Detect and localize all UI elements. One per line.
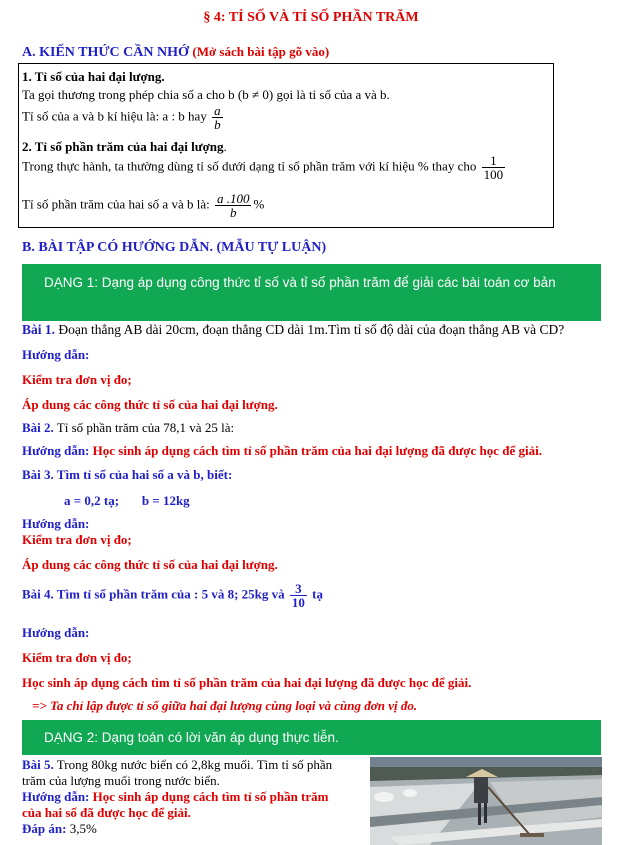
bai2-guide-row [22, 443, 542, 459]
dang1-label: DẠNG 1: Dạng áp dụng công thức tỉ số và tỉ số phần trăm để giải các bài toán cơ bản [44, 275, 556, 290]
bai5-guide-line2: của hai số đã được học để giải. [22, 805, 191, 820]
bai4-text: Bài 4. Tìm tỉ số phần trăm của : 5 và 8; 25kg và [22, 586, 285, 602]
bai4-row [22, 582, 323, 609]
frac-num: a .100 [216, 191, 250, 206]
section-b-heading: B. BÀI TẬP CÓ HƯỚNG DẪN. (MẪU TỰ LUẬN) [22, 240, 327, 255]
bai4-guide: Học sinh áp dụng cách tìm tỉ số phần trăm của hai đại lượng đã được học để giải. [22, 675, 472, 690]
frac-num: 1 [490, 153, 497, 168]
dap-an-label: Đáp án: [22, 821, 67, 836]
bai3-title: Bài 3. Tìm tỉ số của hai số a và b, biết: [22, 467, 233, 482]
fraction-a100-over-b [215, 192, 252, 219]
bai2-guide-text: Học sinh áp dụng cách tìm tỉ số phần trăm của hai đại lượng đã được học để giải. [92, 443, 542, 458]
bai5-guide-line1: Học sinh áp dụng cách tìm tỉ số phần trăm [92, 789, 329, 804]
item1-title: 1. Tỉ số của hai đại lượng. [22, 69, 165, 84]
item2-formula-row [22, 192, 264, 219]
bai2-row [22, 420, 234, 436]
item2-formula: Tỉ số phần trăm của hai số a và b là: [22, 196, 210, 212]
item1-text: Ta gọi thương trong phép chia số a cho b (b ≠ 0) gọi là tỉ số của a và b. [22, 87, 390, 102]
page-title: § 4: TỈ SỐ VÀ TỈ SỐ PHẦN TRĂM [203, 10, 419, 25]
bai5-line2: trăm của lượng muối trong nước biển. [22, 773, 220, 788]
item2-text: Trong thực hành, ta thường dùng tỉ số dưới dạng tỉ số phần trăm với kí hiệu % thay cho [22, 158, 477, 174]
bai5-answer-row [22, 821, 97, 837]
bai5-line1: Trong 80kg nước biển có 2,8kg muối. Tìm tỉ số phần [53, 757, 333, 772]
item2-text-row [22, 154, 507, 181]
bai1-text: Đoạn thẳng AB dài 20cm, đoạn thẳng CD dài 1m.Tìm tỉ số độ dài của đoạn thẳng AB và CD? [55, 322, 565, 337]
bai3-ap-dung: Áp dung các công thức tỉ số của hai đại lượng. [22, 557, 278, 572]
bai3-huong-dan: Hướng dẫn: [22, 516, 90, 531]
salt-field-photo [370, 757, 602, 845]
bai5-guide-row [22, 789, 328, 805]
bai3-kiem-tra: Kiểm tra đơn vị đo; [22, 532, 132, 547]
bai1-row [22, 322, 564, 338]
bai5-row [22, 757, 332, 773]
section-a-heading [22, 44, 329, 61]
bai5-label: Bài 5. [22, 757, 54, 772]
dap-an-value: 3,5% [66, 821, 97, 836]
bai4-kiem-tra: Kiểm tra đơn vị đo; [22, 650, 132, 665]
bai1-kiem-tra: Kiểm tra đơn vị đo; [22, 372, 132, 387]
bai2-text: Tỉ số phần trăm của 78,1 và 25 là: [53, 420, 235, 435]
frac-num: 3 [295, 581, 302, 596]
bai1-label: Bài 1. [22, 322, 56, 337]
fraction-3-over-10 [290, 582, 307, 609]
fraction-a-over-b [212, 104, 223, 131]
fraction-1-over-100 [482, 154, 506, 181]
bai2-label: Bài 2. [22, 420, 54, 435]
bai3-values: a = 0,2 tạ; b = 12kg [64, 493, 190, 508]
section-a-title: A. KIẾN THỨC CẦN NHỚ [22, 45, 189, 60]
section-a-note: (Mở sách bài tập gõ vào) [192, 44, 330, 59]
bai5-huong-dan: Hướng dẫn: [22, 789, 90, 804]
dang2-banner [22, 720, 601, 755]
percent-sign: % [253, 196, 265, 212]
dang1-banner [22, 264, 601, 321]
item2-title-row [22, 139, 227, 155]
frac-den: b [215, 205, 252, 219]
item1-notation-row [22, 104, 225, 131]
frac-den: b [214, 117, 221, 132]
item1-notation: Tỉ số của a và b kí hiệu là: a : b hay [22, 108, 207, 124]
frac-den: 10 [291, 595, 305, 610]
item2-title-dot: . [223, 139, 227, 154]
bai4-unit: tạ [312, 586, 324, 602]
dang2-label: DẠNG 2: Dạng toán có lời văn áp dụng thực tiễn. [44, 730, 339, 745]
bai2-huong-dan: Hướng dẫn: [22, 443, 90, 458]
bai1-huong-dan: Hướng dẫn: [22, 347, 90, 362]
item2-title: 2. Tỉ số phần trăm của hai đại lượng [22, 139, 224, 154]
frac-num: a [214, 103, 221, 118]
bai4-huong-dan: Hướng dẫn: [22, 625, 90, 640]
salt-field-illustration [370, 757, 602, 845]
bai4-conclusion: => Ta chỉ lập được tỉ số giữa hai đại lượng cùng loại và cùng đơn vị đo. [32, 698, 418, 713]
bai1-ap-dung: Áp dung các công thức tỉ số của hai đại lượng. [22, 397, 278, 412]
frac-den: 100 [483, 167, 504, 182]
